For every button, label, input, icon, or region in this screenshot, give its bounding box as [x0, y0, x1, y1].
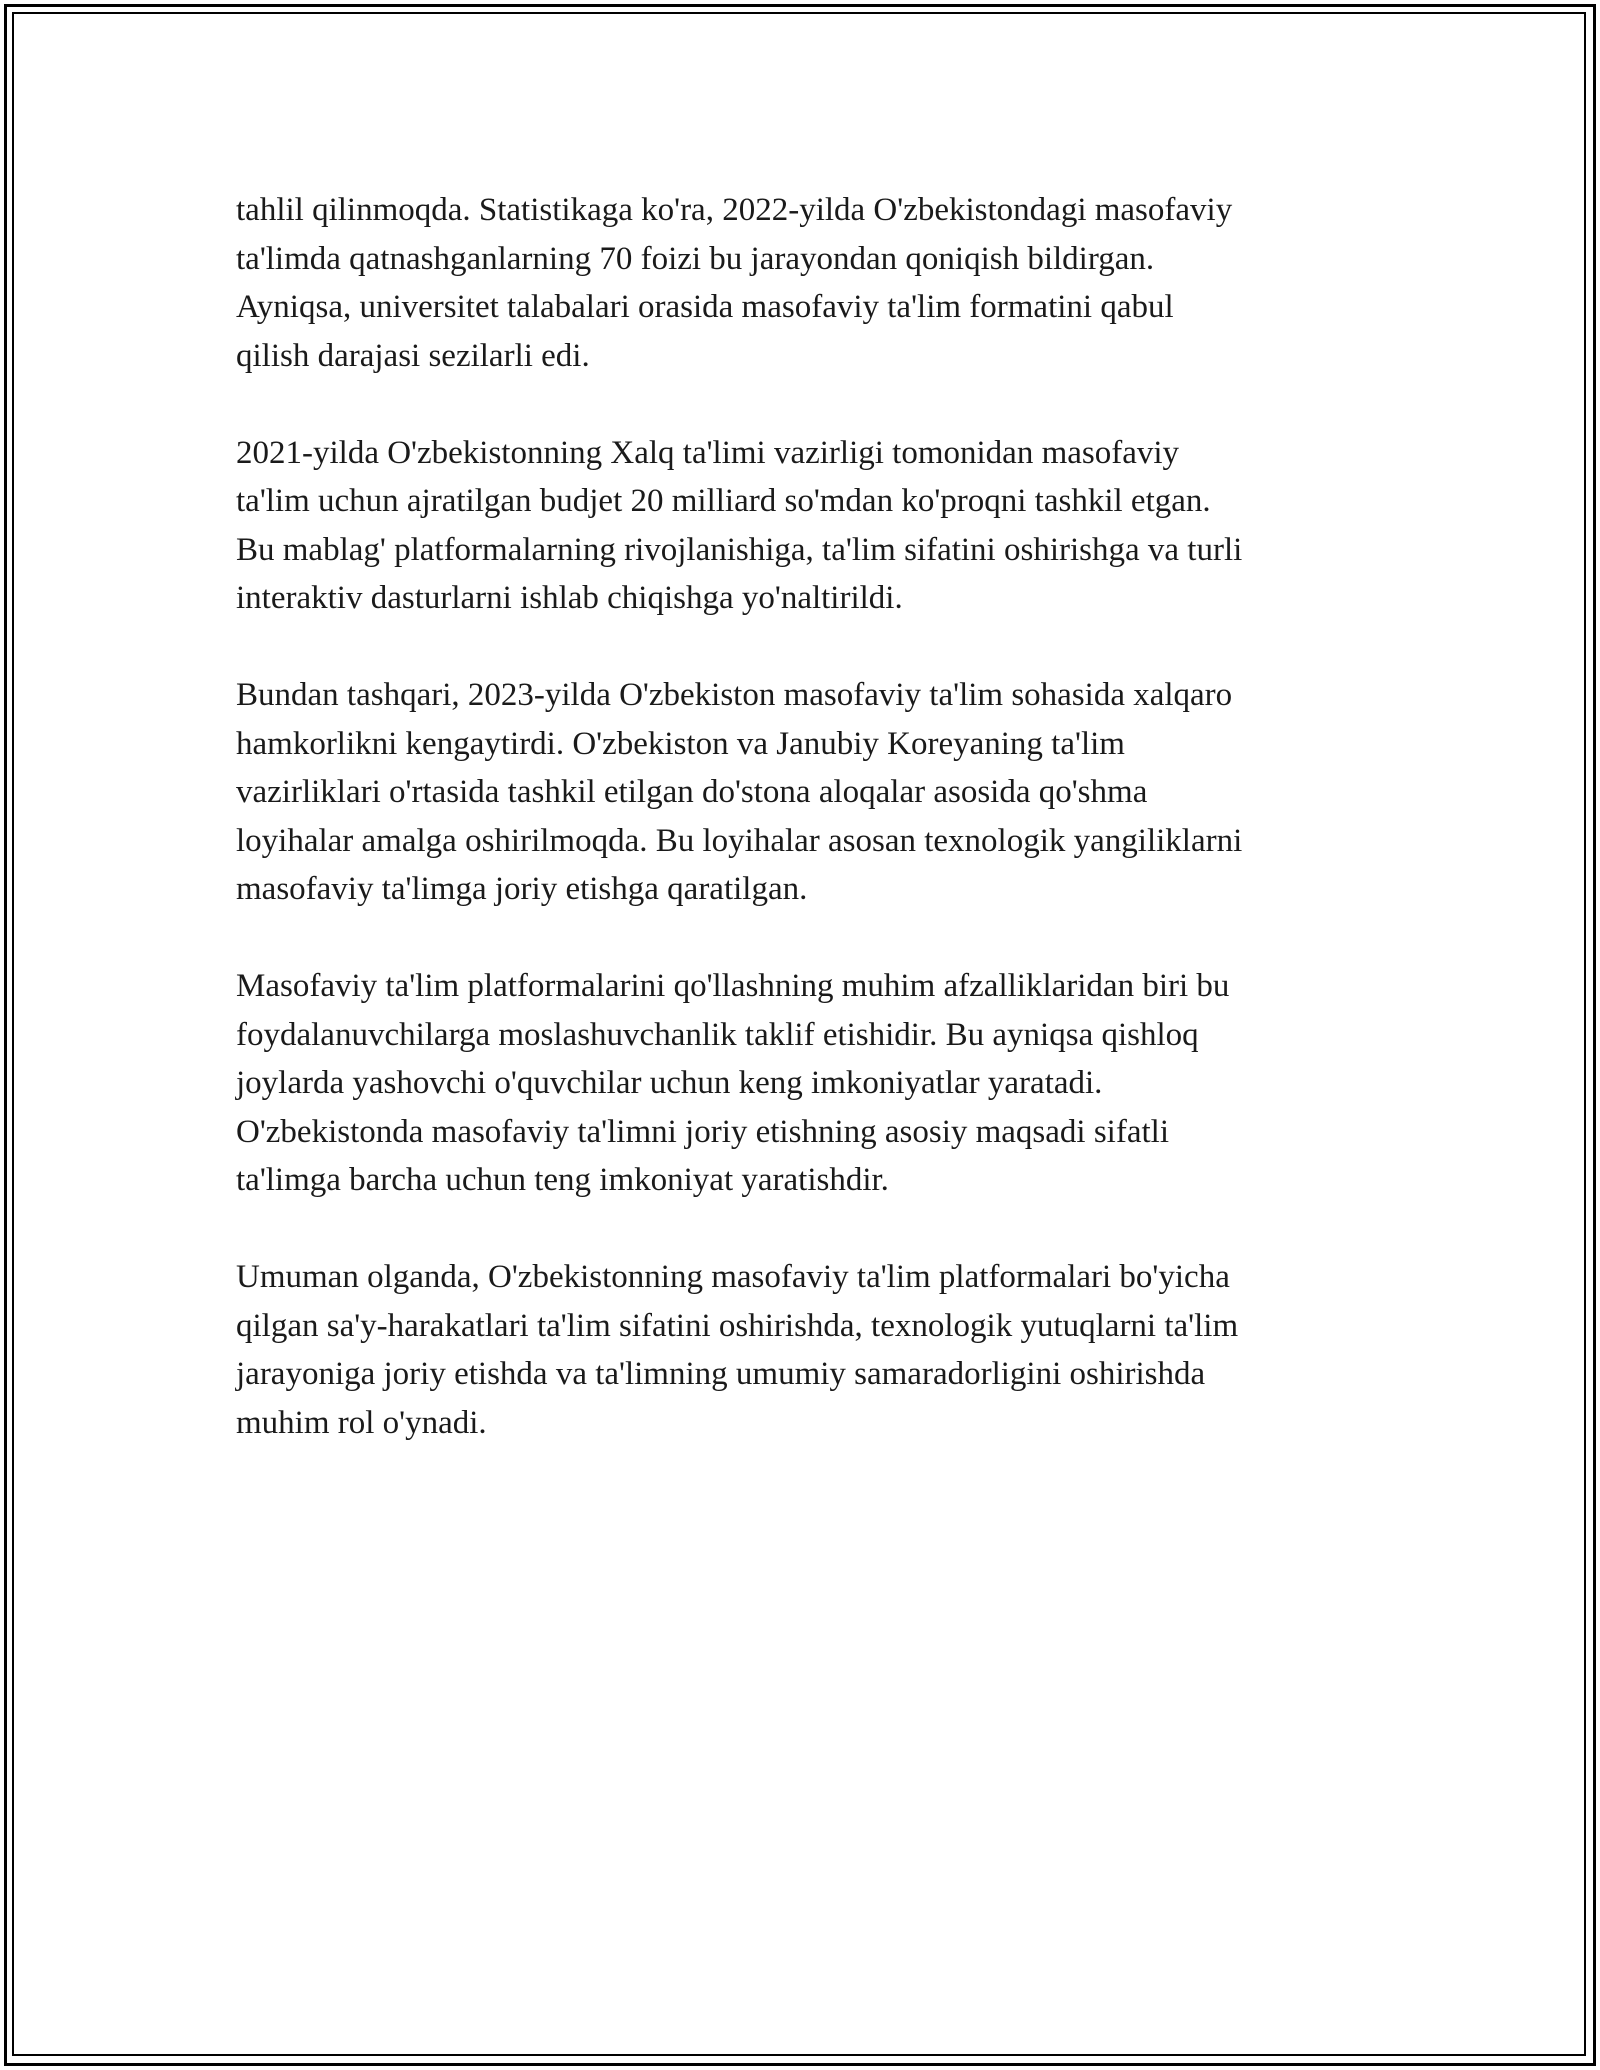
paragraph-conclusion — [236, 1253, 1366, 1447]
text-line: ta'limda qatnashganlarning 70 foizi bu jarayondan qoniqish bildirgan. — [236, 240, 1155, 277]
paragraph-advantages — [236, 962, 1366, 1205]
text-line: ta'lim uchun ajratilgan budjet 20 milliard so'mdan ko'proqni tashkil etgan. — [236, 483, 1211, 519]
text-line: Masofaviy ta'lim platformalarini qo'llashning muhim afzalliklaridan biri bu — [236, 968, 1230, 1004]
paragraph-international-cooperation — [236, 671, 1366, 914]
text-line: vazirliklari o'rtasida tashkil etilgan do'stona aloqalar asosida qo'shma — [236, 774, 1148, 810]
text-line: ta'limga barcha uchun teng imkoniyat yaratishdir. — [236, 1162, 889, 1198]
text-line: Umuman olganda, O'zbekistonning masofaviy ta'lim platformalari bo'yicha — [236, 1259, 1230, 1295]
text-line: muhim rol o'ynadi. — [236, 1404, 487, 1441]
text-line: foydalanuvchilarga moslashuvchanlik taklif etishidir. Bu ayniqsa qishloq — [236, 1016, 1199, 1053]
document-body — [236, 186, 1366, 1496]
paragraph-survey-results — [236, 186, 1366, 380]
text-line: loyihalar amalga oshirilmoqda. Bu loyihalar asosan texnologik yangiliklarni — [236, 822, 1243, 859]
text-line: qilish darajasi sezilarli edi. — [236, 337, 590, 374]
text-line: joylarda yashovchi o'quvchilar uchun keng imkoniyatlar yaratadi. — [236, 1065, 1103, 1101]
text-line: interaktiv dasturlarni ishlab chiqishga yo'naltirildi. — [236, 580, 903, 616]
text-line: Bundan tashqari, 2023-yilda O'zbekiston masofaviy ta'lim sohasida xalqaro — [236, 677, 1233, 713]
text-line: O'zbekistonda masofaviy ta'limni joriy etishning asosiy maqsadi sifatli — [236, 1113, 1169, 1150]
text-line: 2021-yilda O'zbekistonning Xalq ta'limi vazirligi tomonidan masofaviy — [236, 434, 1180, 471]
text-line: Ayniqsa, universitet talabalari orasida masofaviy ta'lim formatini qabul — [236, 289, 1174, 325]
paragraph-budget — [236, 429, 1366, 623]
text-line: tahlil qilinmoqda. Statistikaga ko'ra, 2022-yilda O'zbekistondagi masofaviy — [236, 192, 1233, 228]
text-line: Bu mablag' platformalarning rivojlanishiga, ta'lim sifatini oshirishga va turli — [236, 531, 1243, 568]
text-line: masofaviy ta'limga joriy etishga qaratilgan. — [236, 871, 808, 907]
text-line: qilgan sa'y-harakatlari ta'lim sifatini oshirishda, texnologik yutuqlarni ta'lim — [236, 1307, 1239, 1344]
text-line: jarayoniga joriy etishda va ta'limning umumiy samaradorligini oshirishda — [236, 1356, 1206, 1392]
text-line: hamkorlikni kengaytirdi. O'zbekiston va Janubiy Koreyaning ta'lim — [236, 725, 1125, 762]
